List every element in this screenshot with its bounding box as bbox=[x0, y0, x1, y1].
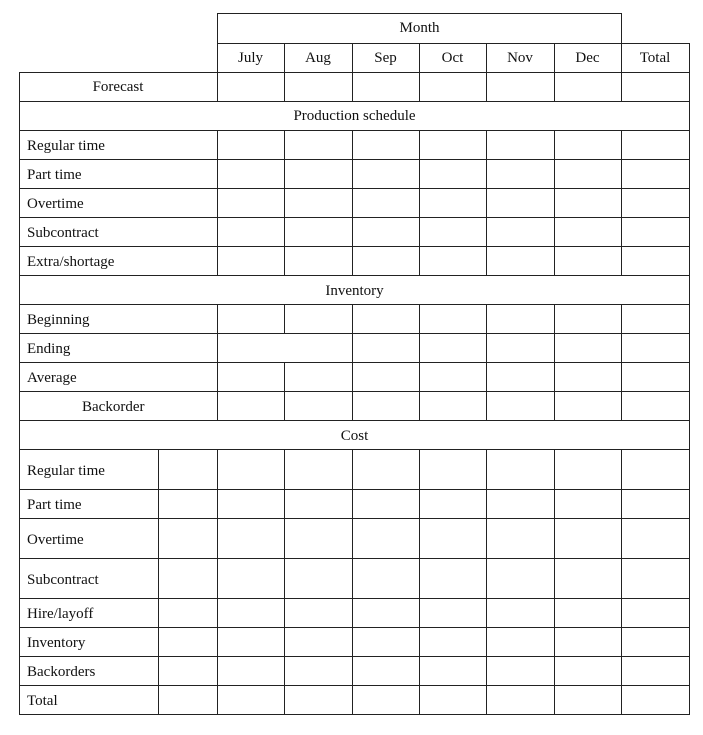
row-label-beginning: Beginning bbox=[27, 312, 90, 328]
row-label-cost-backorders: Backorders bbox=[27, 664, 96, 680]
row-label-cost-total: Total bbox=[27, 693, 58, 709]
rule-col bbox=[217, 304, 218, 421]
rule bbox=[19, 130, 690, 131]
rule bbox=[19, 275, 690, 276]
rule-left-edge bbox=[19, 72, 20, 715]
rule-col bbox=[486, 449, 487, 715]
rule bbox=[19, 627, 690, 628]
row-label-part-time: Part time bbox=[27, 167, 82, 183]
rule-col bbox=[554, 304, 555, 421]
rule bbox=[19, 217, 690, 218]
col-header-nov: Nov bbox=[507, 50, 533, 66]
col-header-oct: Oct bbox=[441, 50, 464, 66]
rule-col bbox=[352, 130, 353, 276]
rule-col bbox=[284, 449, 285, 715]
rule bbox=[19, 598, 690, 599]
rule bbox=[19, 362, 690, 363]
rule bbox=[19, 685, 690, 686]
rule-col bbox=[352, 449, 353, 715]
rule bbox=[19, 656, 690, 657]
row-label-cost-part-time: Part time bbox=[27, 497, 82, 513]
rule bbox=[19, 159, 690, 160]
col-header-july: July bbox=[237, 50, 263, 66]
rule bbox=[19, 489, 690, 490]
rule-col bbox=[621, 304, 622, 421]
col-header-dec: Dec bbox=[575, 50, 600, 66]
row-label-subcontract: Subcontract bbox=[27, 225, 99, 241]
rule bbox=[19, 188, 690, 189]
section-title-production: Production schedule bbox=[293, 108, 416, 124]
rule-col bbox=[554, 130, 555, 276]
row-label-overtime: Overtime bbox=[27, 196, 84, 212]
col-header-sep: Sep bbox=[374, 50, 397, 66]
row-label-backorder: Backorder bbox=[82, 399, 145, 415]
month-header: Month bbox=[399, 20, 440, 36]
row-label-cost-overtime: Overtime bbox=[27, 532, 84, 548]
row-label-regular-time: Regular time bbox=[27, 138, 105, 154]
rule-col bbox=[419, 449, 420, 715]
row-label-cost-regular-time: Regular time bbox=[27, 463, 105, 479]
rule-table-bottom bbox=[19, 714, 690, 715]
section-title-cost: Cost bbox=[340, 428, 369, 444]
rule-col bbox=[486, 304, 487, 421]
rule-col bbox=[284, 304, 285, 334]
rule-col bbox=[284, 362, 285, 421]
rule-col bbox=[284, 130, 285, 276]
rule-col bbox=[621, 449, 622, 715]
col-header-total: Total bbox=[639, 50, 671, 66]
rule bbox=[19, 449, 690, 450]
rule bbox=[19, 333, 690, 334]
rule-table-top bbox=[19, 72, 690, 73]
rule bbox=[19, 518, 690, 519]
rule-col bbox=[217, 130, 218, 276]
rule-col bbox=[419, 130, 420, 276]
rule-col bbox=[419, 304, 420, 421]
forecast-label: Forecast bbox=[92, 79, 144, 95]
rule bbox=[19, 420, 690, 421]
row-label-average: Average bbox=[27, 370, 77, 386]
section-title-inventory: Inventory bbox=[325, 283, 384, 299]
rule-month-top bbox=[217, 13, 622, 14]
rule-months-top bbox=[217, 43, 690, 44]
row-label-ending: Ending bbox=[27, 341, 71, 357]
rule-col bbox=[486, 130, 487, 276]
rule bbox=[19, 246, 690, 247]
rule bbox=[19, 391, 690, 392]
col-header-aug: Aug bbox=[305, 50, 331, 66]
rule-col bbox=[621, 130, 622, 276]
rule bbox=[19, 101, 690, 102]
row-label-extra-shortage: Extra/shortage bbox=[27, 254, 115, 270]
rule-right-edge bbox=[689, 43, 690, 715]
row-label-cost-hire-layoff: Hire/layoff bbox=[27, 606, 94, 622]
rule-cost-subcol bbox=[158, 449, 159, 715]
rule bbox=[19, 304, 690, 305]
row-label-cost-inventory: Inventory bbox=[27, 635, 86, 651]
row-label-cost-subcontract: Subcontract bbox=[27, 572, 99, 588]
rule bbox=[19, 558, 690, 559]
rule-col bbox=[554, 449, 555, 715]
rule-col bbox=[352, 304, 353, 421]
rule-col bbox=[217, 449, 218, 715]
